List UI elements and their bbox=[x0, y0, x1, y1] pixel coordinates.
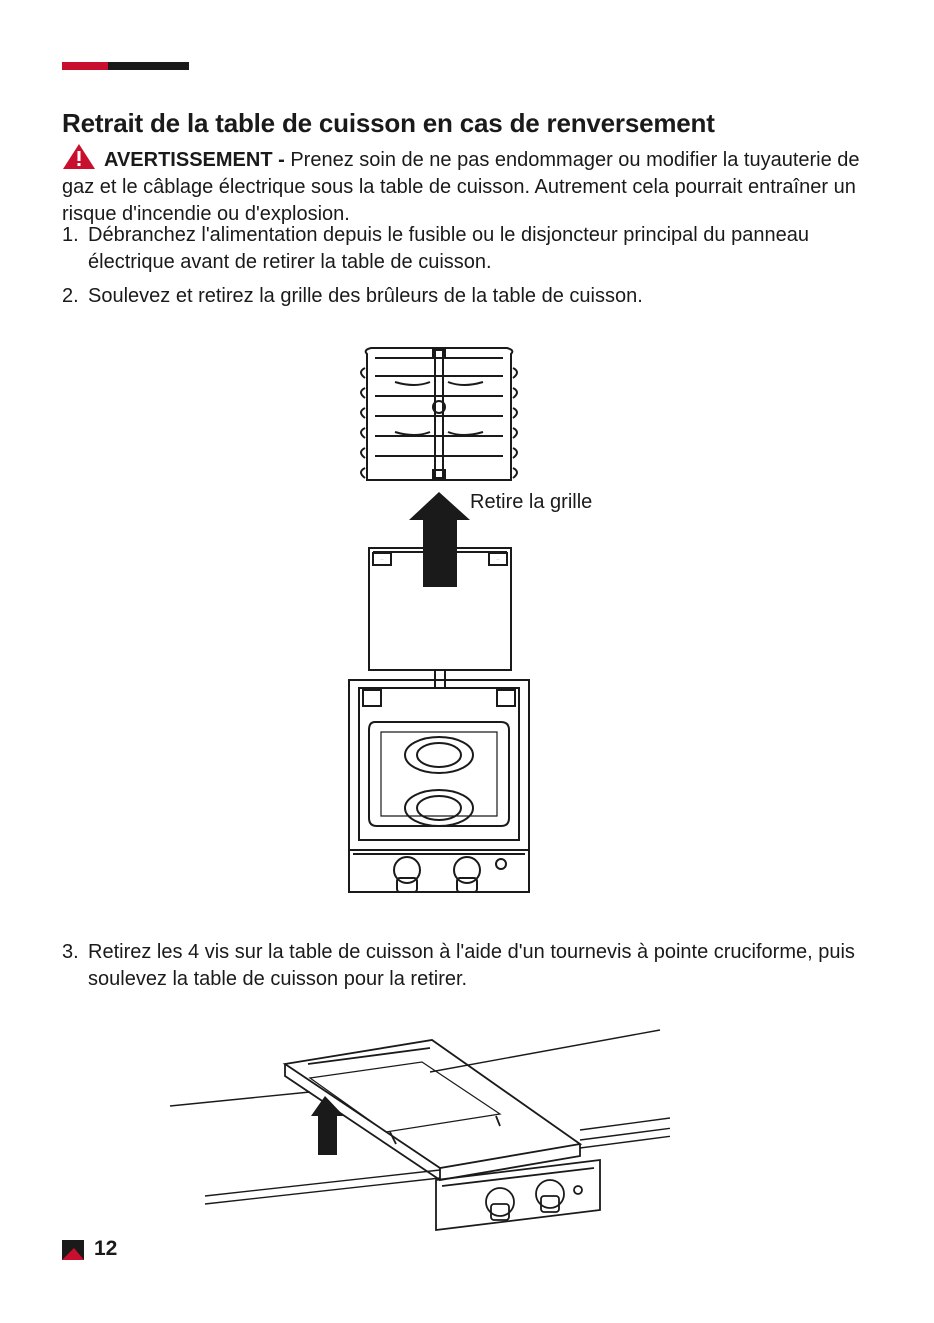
step-number: 1. bbox=[62, 224, 79, 246]
cooktop-body bbox=[349, 680, 529, 892]
brand-logo-icon bbox=[62, 1240, 84, 1260]
step-number: 3. bbox=[62, 941, 79, 963]
lift-arrow bbox=[409, 492, 470, 587]
indicator-light bbox=[496, 859, 506, 869]
control-knob bbox=[454, 857, 480, 892]
step-2 bbox=[62, 283, 882, 310]
grate-removal-illustration bbox=[335, 340, 635, 905]
section-accent-bar bbox=[62, 62, 189, 70]
step-1 bbox=[62, 222, 882, 276]
accent-bar-red bbox=[62, 62, 108, 70]
control-knob bbox=[486, 1188, 514, 1220]
step-text: Débranchez l'alimentation depuis le fusible ou le disjoncteur principal du panneau électrique avant de retirer la table de cuisson. bbox=[88, 224, 809, 273]
lift-arrow bbox=[311, 1096, 344, 1155]
cooktop-removal-illustration bbox=[160, 1020, 670, 1235]
figure-caption: Retire la grille bbox=[470, 491, 593, 513]
burner-grate bbox=[361, 348, 517, 480]
page-number: 12 bbox=[94, 1237, 118, 1260]
step-number: 2. bbox=[62, 285, 79, 307]
warning-label: AVERTISSEMENT - bbox=[104, 149, 285, 171]
warning-paragraph bbox=[62, 143, 882, 228]
step-3 bbox=[62, 939, 882, 993]
control-knob bbox=[536, 1180, 564, 1212]
accent-bar-black bbox=[108, 62, 189, 70]
warning-text: Prenez soin de ne pas endommager ou modifier la tuyauterie de gaz et le câblage électrique sous la table de cuisson. Autrement cela pourrait entraîner un risque d'incendie ou d'explosion. bbox=[62, 149, 860, 225]
cooktop-control-box bbox=[436, 1160, 600, 1230]
warning-triangle-icon bbox=[62, 143, 96, 170]
indicator-light bbox=[574, 1186, 582, 1194]
step-text: Soulevez et retirez la grille des brûleurs de la table de cuisson. bbox=[88, 285, 643, 307]
step-text: Retirez les 4 vis sur la table de cuisson à l'aide d'un tournevis à pointe cruciforme, puis soulevez la table de cuisson pour la retirer. bbox=[88, 941, 855, 990]
section-title: Retrait de la table de cuisson en cas de renversement bbox=[62, 108, 715, 138]
control-knob bbox=[394, 857, 420, 892]
